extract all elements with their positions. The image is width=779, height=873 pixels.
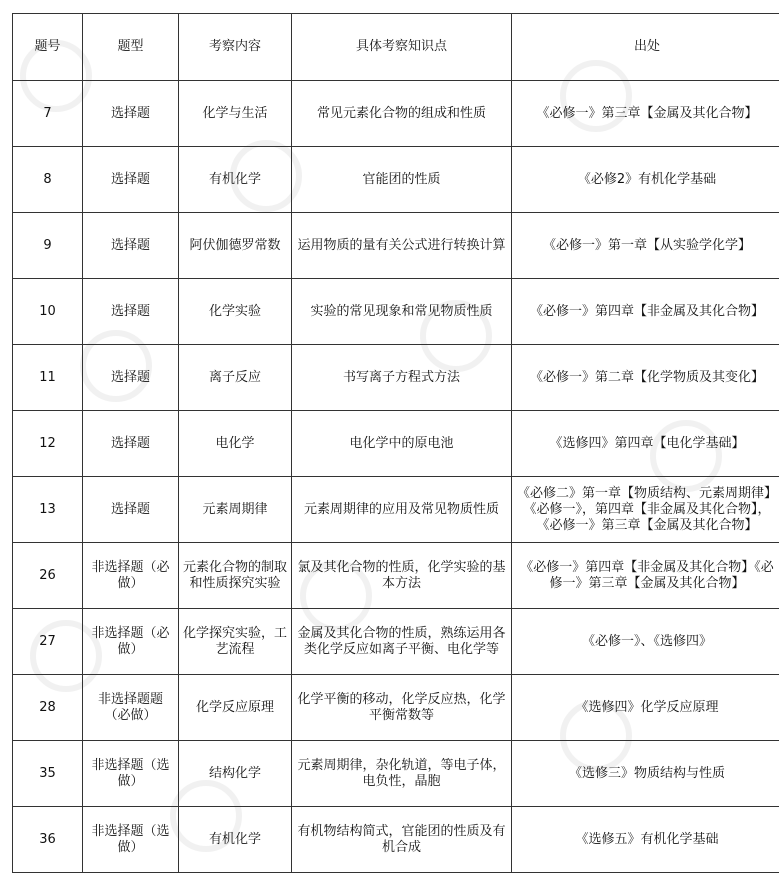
cell-question-no: 26 bbox=[13, 543, 83, 609]
cell-question-no: 9 bbox=[13, 213, 83, 279]
cell-question-no: 12 bbox=[13, 411, 83, 477]
cell-question-type: 选择题 bbox=[83, 477, 179, 543]
table-header-row bbox=[13, 14, 779, 81]
table-row bbox=[13, 213, 779, 279]
header-source: 出处 bbox=[512, 14, 779, 81]
cell-knowledge-point: 实验的常见现象和常见物质性质 bbox=[292, 279, 512, 345]
cell-question-type: 选择题 bbox=[83, 279, 179, 345]
cell-knowledge-point: 元素周期律，杂化轨道，等电子体，电负性，晶胞 bbox=[292, 741, 512, 807]
table-row bbox=[13, 609, 779, 675]
cell-source: 《选修五》有机化学基础 bbox=[512, 807, 779, 873]
table-row bbox=[13, 675, 779, 741]
table-row bbox=[13, 81, 779, 147]
cell-content: 化学与生活 bbox=[179, 81, 292, 147]
cell-content: 有机化学 bbox=[179, 807, 292, 873]
cell-knowledge-point: 金属及其化合物的性质，熟练运用各类化学反应如离子平衡、电化学等 bbox=[292, 609, 512, 675]
cell-content: 化学实验 bbox=[179, 279, 292, 345]
cell-source: 《必修一》第二章【化学物质及其变化】 bbox=[512, 345, 779, 411]
header-question-no: 题号 bbox=[13, 14, 83, 81]
cell-knowledge-point: 元素周期律的应用及常见物质性质 bbox=[292, 477, 512, 543]
cell-content: 电化学 bbox=[179, 411, 292, 477]
cell-question-no: 8 bbox=[13, 147, 83, 213]
table-row bbox=[13, 807, 779, 873]
table-row bbox=[13, 543, 779, 609]
cell-question-type: 非选择题（选做） bbox=[83, 741, 179, 807]
cell-source: 《必修2》有机化学基础 bbox=[512, 147, 779, 213]
table-row bbox=[13, 477, 779, 543]
cell-source: 《必修一》第三章【金属及其化合物】 bbox=[512, 81, 779, 147]
cell-question-type: 非选择题（选做） bbox=[83, 807, 179, 873]
cell-content: 化学探究实验，工艺流程 bbox=[179, 609, 292, 675]
cell-question-type: 非选择题题（必做） bbox=[83, 675, 179, 741]
cell-knowledge-point: 常见元素化合物的组成和性质 bbox=[292, 81, 512, 147]
table-row bbox=[13, 279, 779, 345]
cell-content: 结构化学 bbox=[179, 741, 292, 807]
header-question-type: 题型 bbox=[83, 14, 179, 81]
cell-question-type: 选择题 bbox=[83, 345, 179, 411]
cell-question-type: 选择题 bbox=[83, 411, 179, 477]
cell-question-type: 选择题 bbox=[83, 81, 179, 147]
cell-question-type: 非选择题（必做） bbox=[83, 609, 179, 675]
cell-question-no: 35 bbox=[13, 741, 83, 807]
header-knowledge-point: 具体考察知识点 bbox=[292, 14, 512, 81]
cell-question-type: 非选择题（必做） bbox=[83, 543, 179, 609]
cell-source: 《选修三》物质结构与性质 bbox=[512, 741, 779, 807]
cell-question-no: 10 bbox=[13, 279, 83, 345]
cell-question-no: 28 bbox=[13, 675, 83, 741]
cell-question-no: 27 bbox=[13, 609, 83, 675]
cell-question-no: 11 bbox=[13, 345, 83, 411]
cell-content: 元素周期律 bbox=[179, 477, 292, 543]
cell-knowledge-point: 氯及其化合物的性质，化学实验的基本方法 bbox=[292, 543, 512, 609]
exam-analysis-table bbox=[12, 13, 779, 873]
cell-question-no: 36 bbox=[13, 807, 83, 873]
table-row bbox=[13, 147, 779, 213]
cell-source: 《必修一》、《选修四》 bbox=[512, 609, 779, 675]
cell-question-no: 13 bbox=[13, 477, 83, 543]
table-row bbox=[13, 345, 779, 411]
cell-knowledge-point: 有机物结构简式，官能团的性质及有机合成 bbox=[292, 807, 512, 873]
cell-question-type: 选择题 bbox=[83, 147, 179, 213]
cell-content: 化学反应原理 bbox=[179, 675, 292, 741]
cell-question-no: 7 bbox=[13, 81, 83, 147]
cell-knowledge-point: 化学平衡的移动，化学反应热，化学平衡常数等 bbox=[292, 675, 512, 741]
table-row bbox=[13, 411, 779, 477]
cell-content: 有机化学 bbox=[179, 147, 292, 213]
cell-content: 阿伏伽德罗常数 bbox=[179, 213, 292, 279]
cell-knowledge-point: 运用物质的量有关公式进行转换计算 bbox=[292, 213, 512, 279]
cell-question-type: 选择题 bbox=[83, 213, 179, 279]
cell-source: 《必修一》第四章【非金属及其化合物】《必修一》第三章【金属及其化合物】 bbox=[512, 543, 779, 609]
cell-source: 《选修四》第四章【电化学基础】 bbox=[512, 411, 779, 477]
cell-source: 《必修一》第一章【从实验学化学】 bbox=[512, 213, 779, 279]
cell-source: 《必修二》第一章【物质结构、元素周期律】《必修一》，第四章【非金属及其化合物】，《必修一》第三章【金属及其化合物】 bbox=[512, 477, 779, 543]
cell-source: 《选修四》化学反应原理 bbox=[512, 675, 779, 741]
table-row bbox=[13, 741, 779, 807]
cell-knowledge-point: 官能团的性质 bbox=[292, 147, 512, 213]
header-content: 考察内容 bbox=[179, 14, 292, 81]
cell-source: 《必修一》第四章【非金属及其化合物】 bbox=[512, 279, 779, 345]
cell-knowledge-point: 电化学中的原电池 bbox=[292, 411, 512, 477]
cell-content: 元素化合物的制取和性质探究实验 bbox=[179, 543, 292, 609]
cell-knowledge-point: 书写离子方程式方法 bbox=[292, 345, 512, 411]
cell-content: 离子反应 bbox=[179, 345, 292, 411]
